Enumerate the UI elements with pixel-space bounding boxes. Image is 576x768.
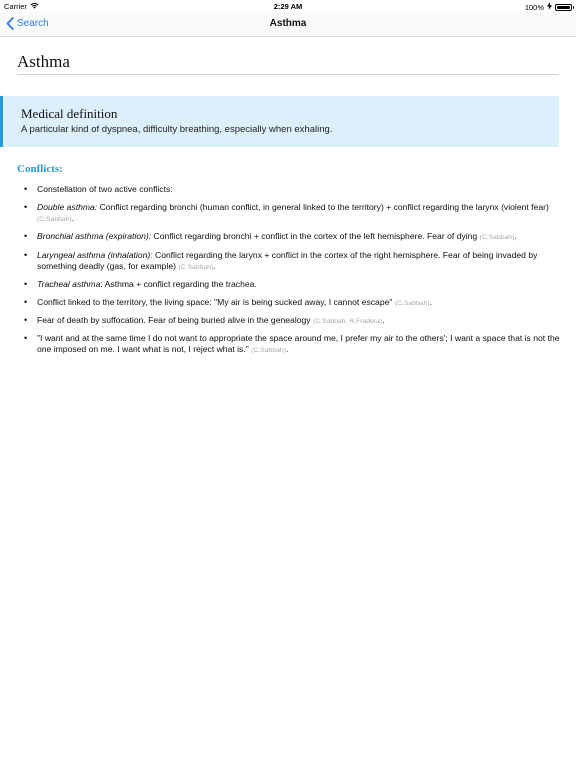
citation: (C.Sabbah) [394, 299, 430, 307]
battery-icon [555, 4, 572, 11]
conflict-text: Conflict regarding the larynx + conflict in the cortex of the right hemisphere. Fear of being invaded by something deadly (gas, for example) [37, 249, 538, 271]
conflicts-list [37, 184, 561, 363]
battery-percent: 100% [524, 2, 544, 12]
conflict-text: Conflict regarding bronchi + conflict in the cortex of the left hemisphere. Fear of dying [151, 231, 480, 242]
back-button-label: Search [17, 18, 49, 29]
list-item [37, 297, 561, 309]
definition-text: A particular kind of dyspnea, difficulty breathing, especially when exhaling. [21, 124, 333, 135]
list-item [37, 184, 561, 196]
item-end: . [514, 231, 517, 242]
item-end: . [382, 315, 385, 326]
list-item [37, 250, 561, 273]
list-item [37, 279, 561, 291]
conflict-text: Conflict regarding bronchi (human conflict, in general linked to the territory) + conflict regarding the larynx (violent fear) [97, 202, 549, 213]
conflict-term: Bronchial asthma (expiration): [37, 231, 152, 242]
item-end: . [285, 344, 289, 355]
conflict-text: "I want and at the same time I do not want to appropriate the space around me, I prefer my air to the others'; I want a space that is not the one imposed on me. I want what is not, I reject what is." [37, 333, 560, 355]
conflict-text: Conflict linked to the territory, the living space: "My air is being sucked away, I cannot escape" [37, 296, 395, 307]
page-title: Asthma [17, 52, 70, 71]
battery-fill [557, 6, 570, 9]
conflict-text: : Asthma + conflict regarding the trachea. [100, 278, 257, 289]
status-bar [0, 0, 576, 12]
conflict-term: Double asthma: [37, 202, 98, 213]
conflict-text: Constellation of two active conflicts: [37, 184, 173, 194]
list-item [37, 202, 561, 225]
list-item [37, 231, 561, 243]
definition-box [0, 96, 559, 147]
conflict-term: Tracheal asthma [37, 278, 101, 289]
definition-heading: Medical definition [21, 106, 118, 121]
list-item [37, 333, 561, 356]
list-item [37, 315, 561, 327]
carrier-label: Carrier [4, 2, 27, 11]
citation: (C.Sabbah) [178, 263, 214, 271]
charging-icon [547, 2, 552, 12]
conflicts-heading: Conflicts: [17, 163, 63, 175]
citation: (C.Sabbah) [479, 234, 515, 242]
citation: (C.Sabbah) [251, 347, 286, 355]
conflict-term: Laryngeal asthma (inhalation): [37, 249, 153, 260]
item-end: . [71, 213, 75, 224]
nav-title: Asthma [269, 18, 307, 29]
status-time: 2:29 AM [273, 2, 303, 11]
conflict-text: Fear of death by suffocation. Fear of being buried alive in the genealogy [37, 315, 313, 326]
item-end: . [213, 260, 216, 271]
status-right [525, 2, 572, 12]
citation: (C.Sabbah, R.Fradera) [312, 318, 383, 326]
title-divider [17, 74, 559, 75]
item-end: . [429, 296, 432, 307]
navigation-bar [0, 12, 576, 37]
citation: (C.Sabbah) [37, 216, 72, 224]
